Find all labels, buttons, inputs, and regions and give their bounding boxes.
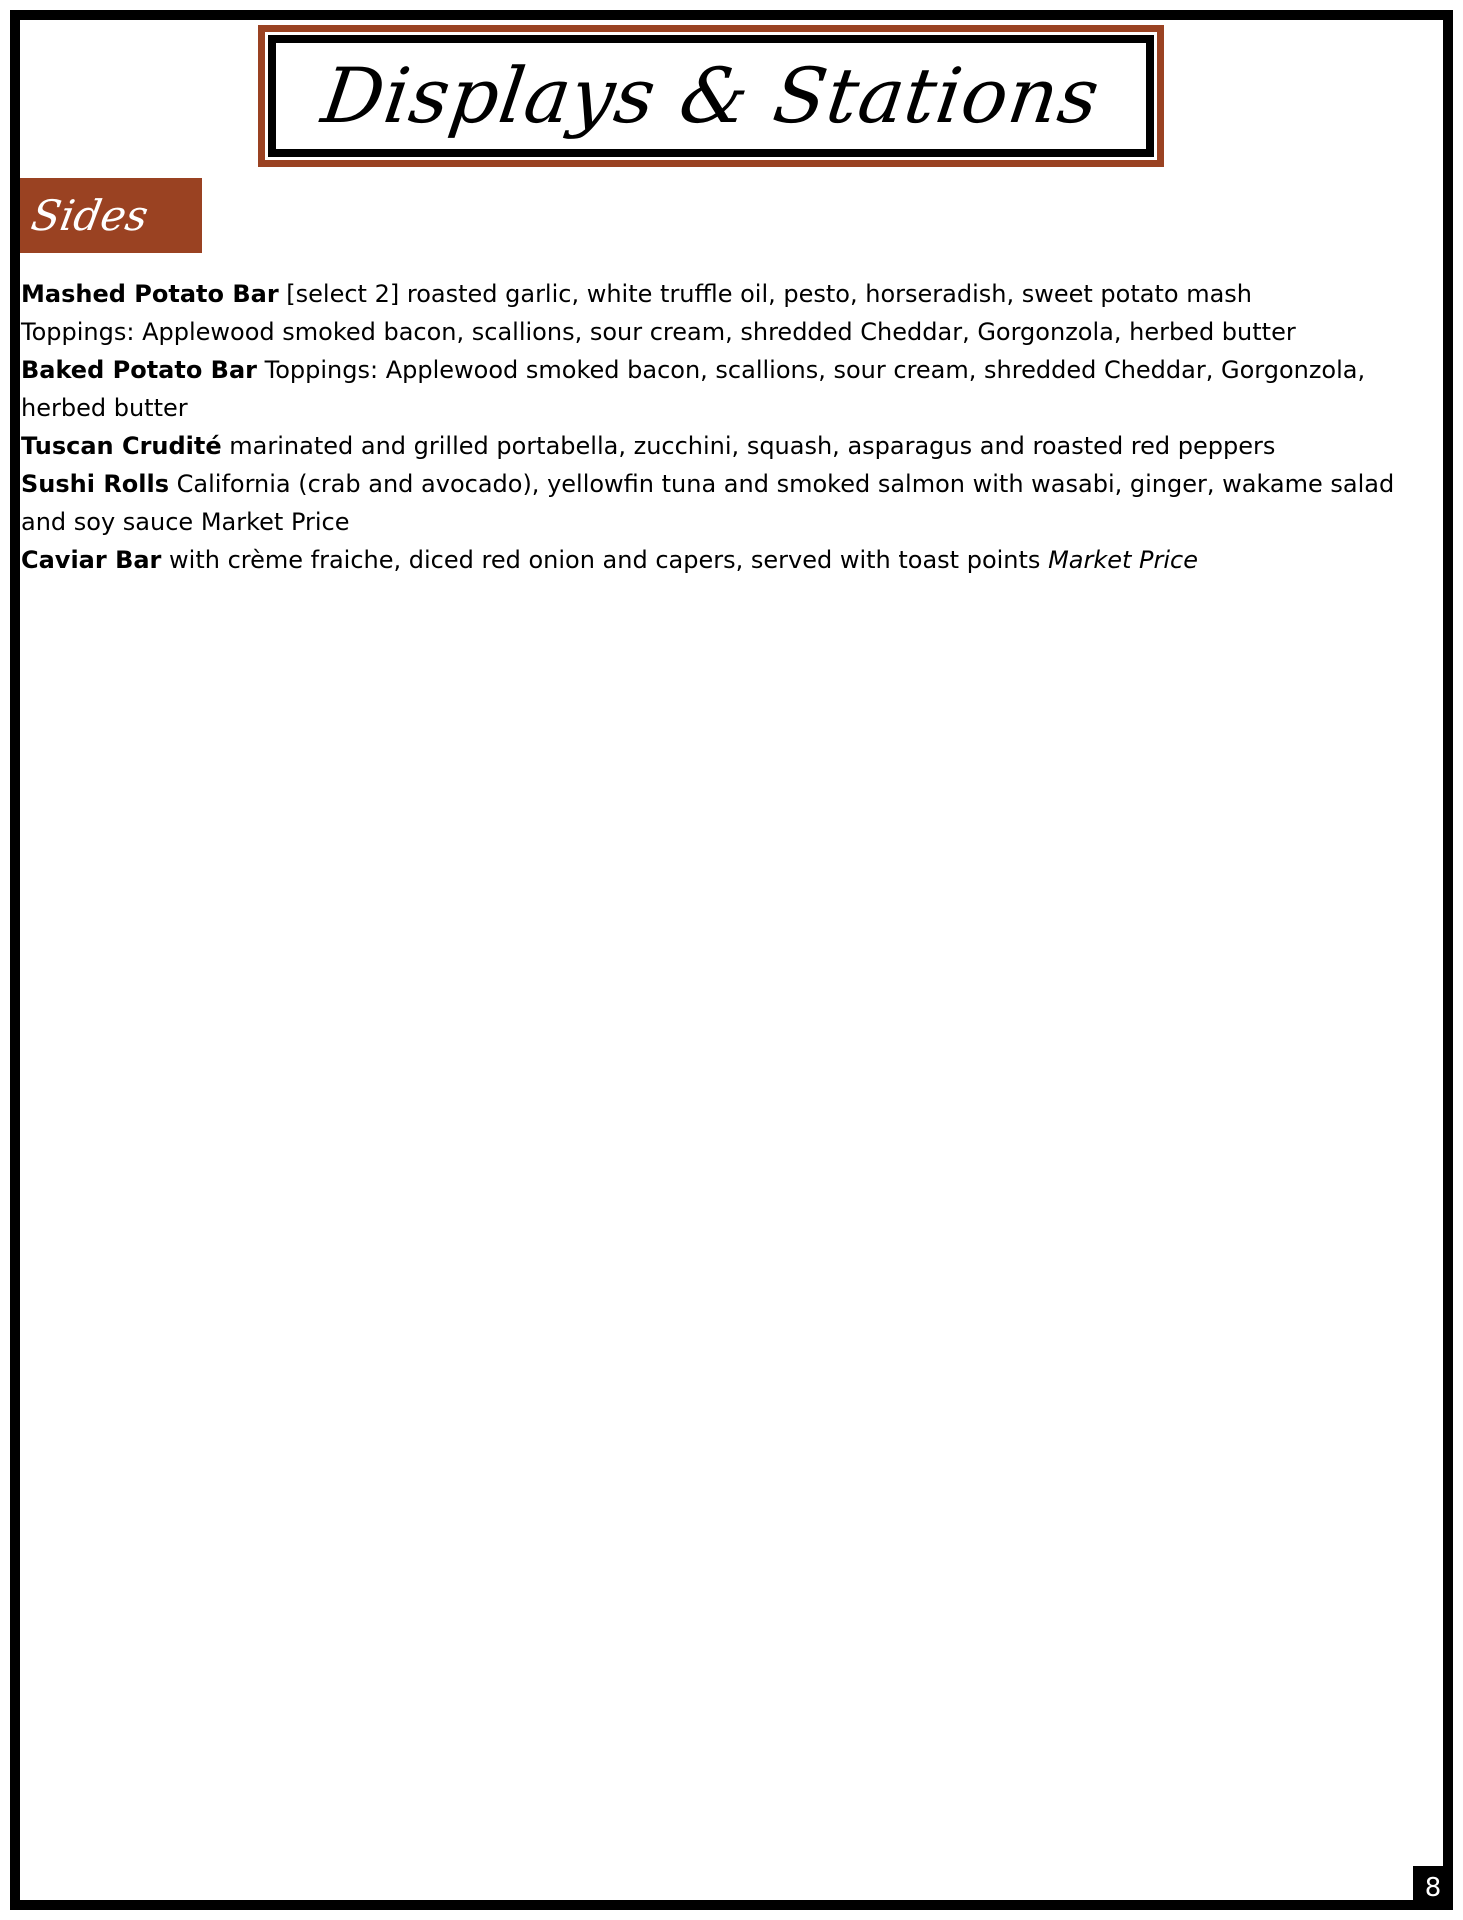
- item-description: with crème fraiche, diced red onion and capers, served with toast points: [161, 546, 1049, 574]
- item-name: Sushi Rolls: [21, 470, 170, 498]
- item-description: marinated and grilled portabella, zucchini, squash, asparagus and roasted red peppers: [221, 432, 1276, 460]
- item-toppings: Toppings: Applewood smoked bacon, scallions, sour cream, shredded Cheddar, Gorgonzola, herbed butter: [21, 318, 1296, 346]
- title-banner-inner-frame: [268, 35, 1154, 157]
- item-description: [select 2] roasted garlic, white truffle oil, pesto, horseradish, sweet potato mash: [278, 280, 1252, 308]
- item-name: Caviar Bar: [21, 546, 162, 574]
- menu-item-mashed-potato-toppings: [21, 313, 1401, 351]
- menu-item-mashed-potato-bar: [21, 275, 1401, 313]
- item-name: Baked Potato Bar: [21, 356, 258, 384]
- page-title: Displays & Stations: [316, 51, 1106, 140]
- section-title: Sides: [27, 190, 152, 240]
- menu-item-tuscan-crudite: [21, 427, 1401, 465]
- menu-item-caviar-bar: [21, 541, 1401, 579]
- item-price: Market Price: [1048, 546, 1199, 574]
- menu-item-sushi-rolls: [21, 465, 1401, 541]
- menu-list: [21, 275, 1401, 579]
- item-description: California (crab and avocado), yellowfin tuna and smoked salmon with wasabi, ginger, wakame salad and soy sauce Market Price: [21, 470, 1395, 536]
- title-banner: [258, 25, 1164, 167]
- section-tab-sides: [20, 178, 202, 253]
- menu-item-baked-potato-bar: [21, 351, 1401, 427]
- page-number: 8: [1413, 1866, 1453, 1910]
- item-name: Tuscan Crudité: [21, 432, 222, 460]
- item-description: Toppings: Applewood smoked bacon, scallions, sour cream, shredded Cheddar, Gorgonzola, herbed butter: [21, 356, 1366, 422]
- item-name: Mashed Potato Bar: [21, 280, 279, 308]
